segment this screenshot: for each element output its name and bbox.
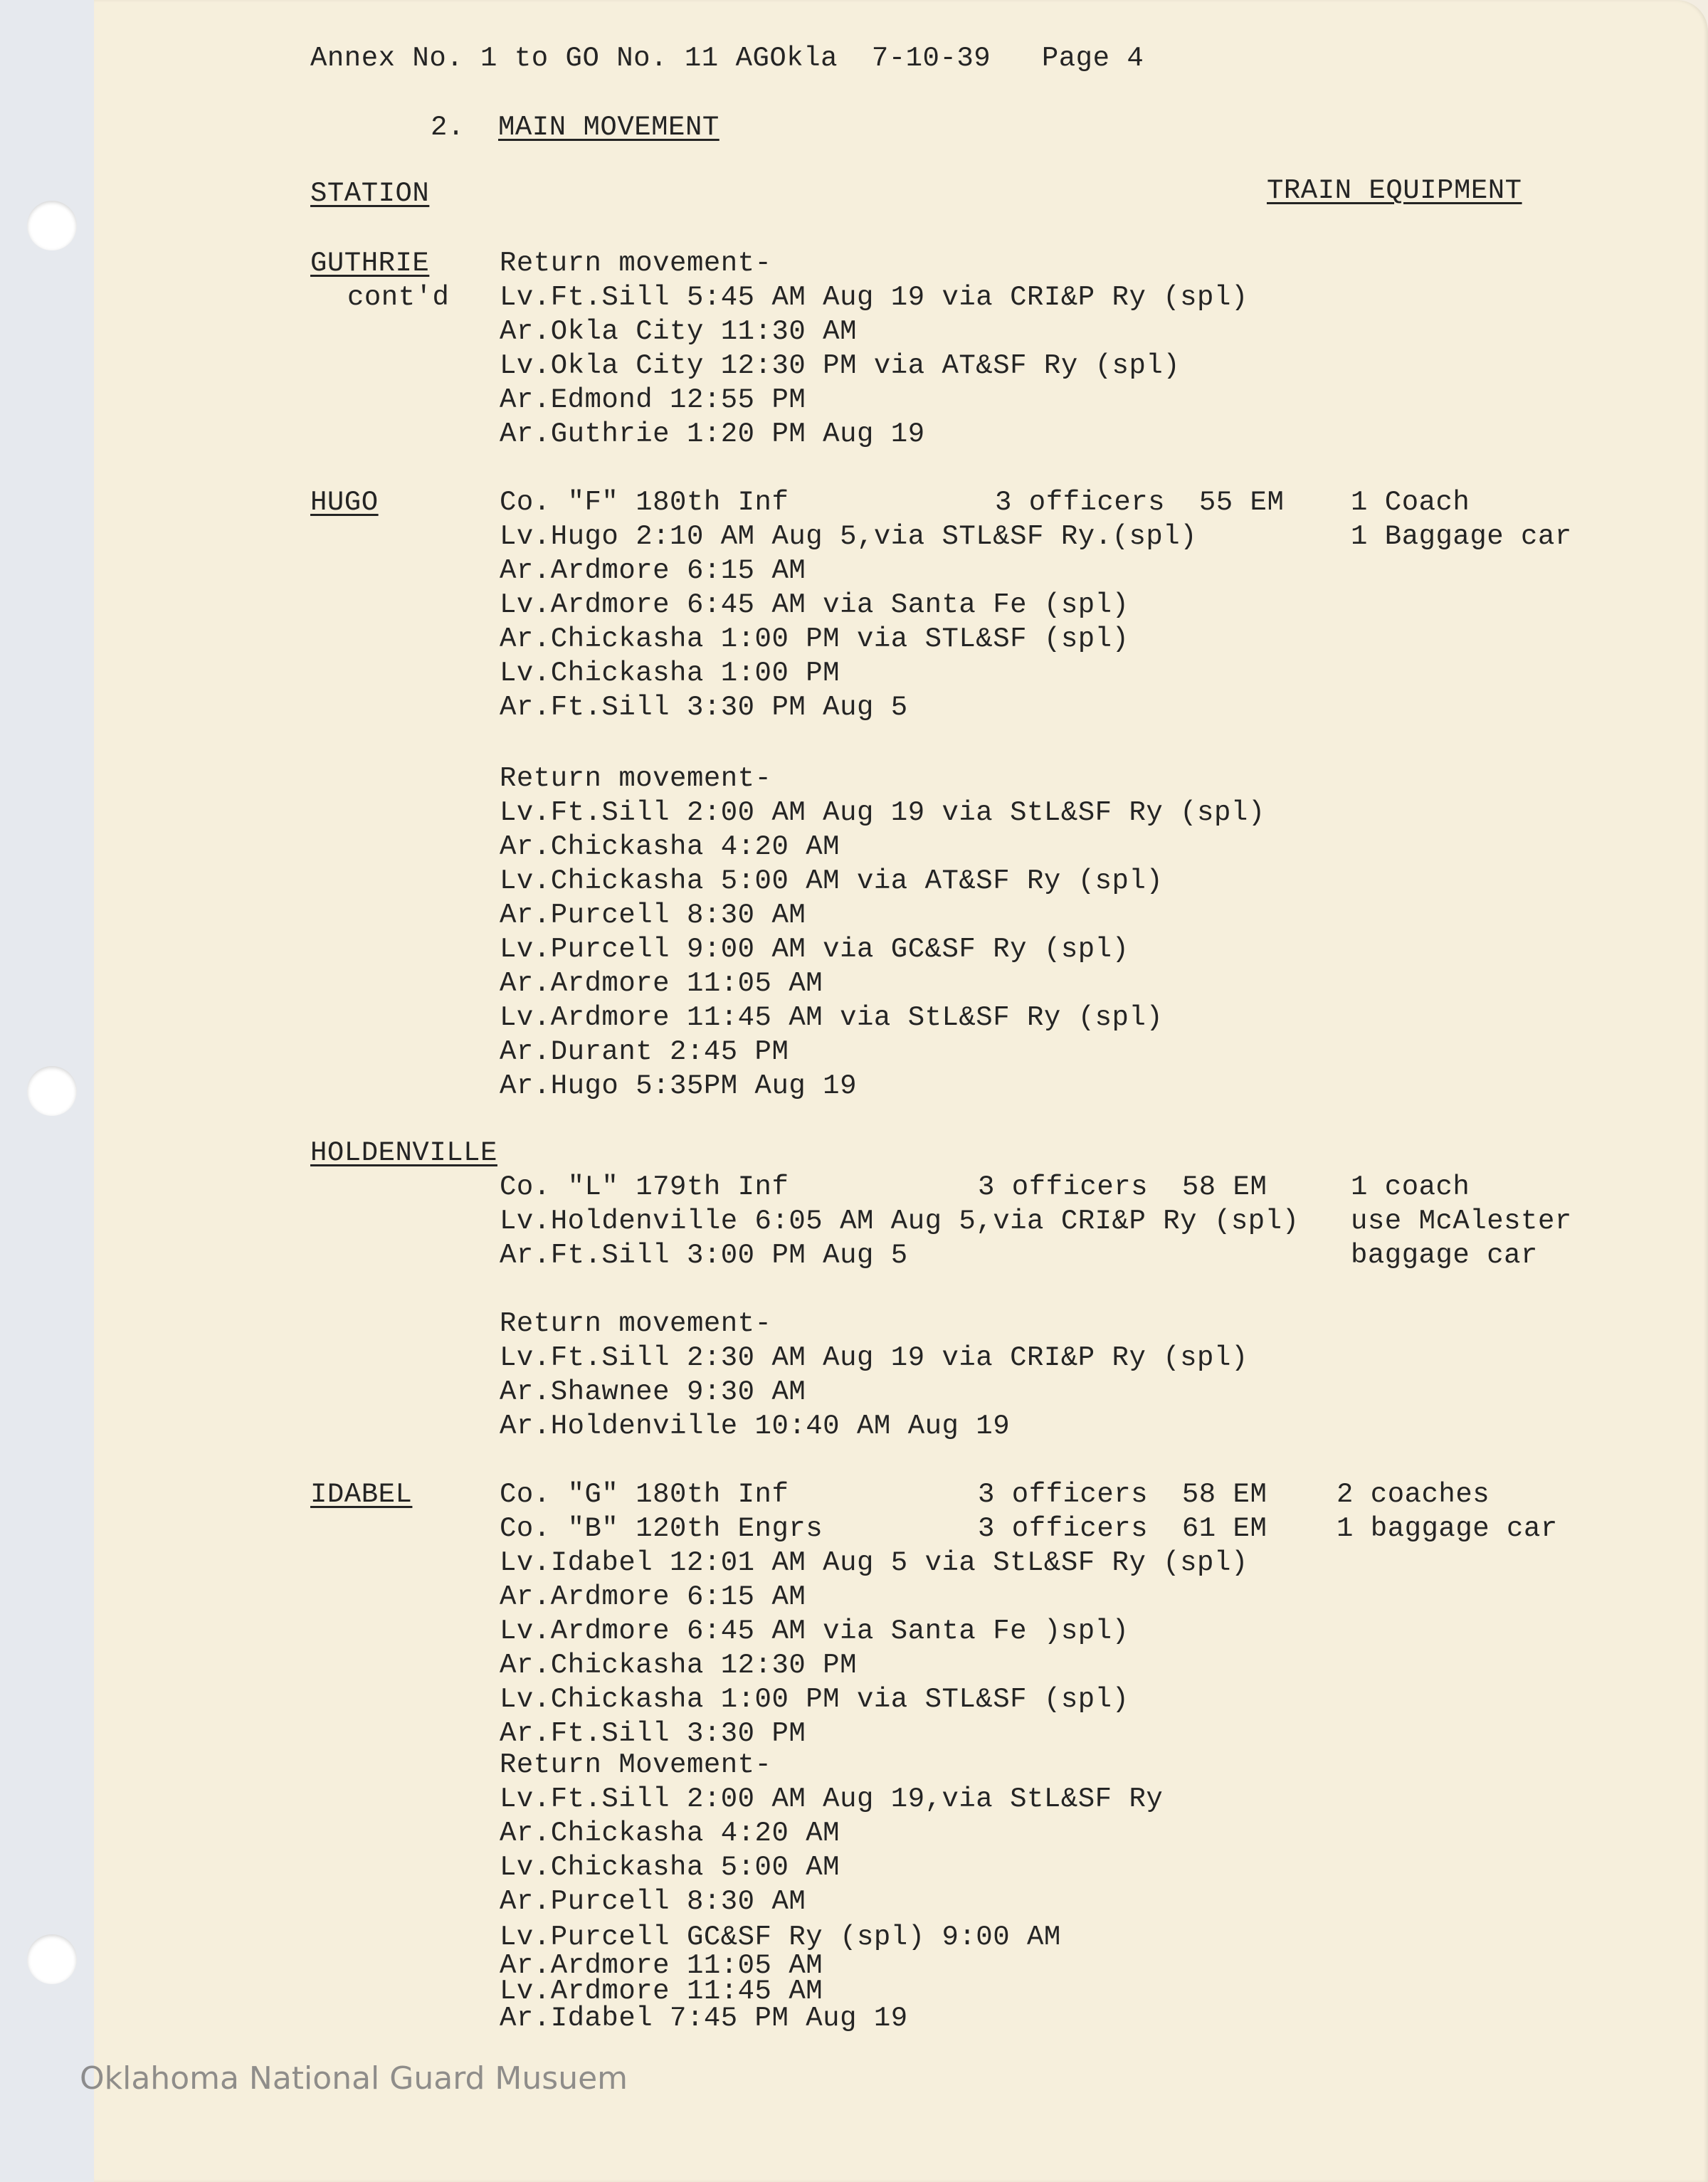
schedule-line: Ar.Chickasha 1:00 PM via STL&SF (spl) [500,623,1129,655]
schedule-line: Lv.Ardmore 6:45 AM via Santa Fe )spl) [500,1616,1129,1647]
unit-name: Co. "L" 179th Inf [500,1171,789,1203]
schedule-line: Ar.Durant 2:45 PM [500,1036,789,1068]
punch-hole [27,1934,77,1984]
schedule-line: Ar.Ardmore 6:15 AM [500,1581,806,1613]
schedule-line: Lv.Idabel 12:01 AM Aug 5 via StL&SF Ry (spl) [500,1547,1248,1578]
unit-strength: 3 officers 58 EM [978,1171,1267,1203]
schedule-line: Ar.Guthrie 1:20 PM Aug 19 [500,418,925,450]
schedule-line: Lv.Ardmore 6:45 AM via Santa Fe (spl) [500,589,1129,621]
schedule-line: Lv.Chickasha 1:00 PM [500,658,840,689]
return-movement-label: Return movement- [500,763,772,794]
schedule-line: Lv.Chickasha 5:00 AM via AT&SF Ry (spl) [500,865,1164,897]
schedule-line: Ar.Purcell 8:30 AM [500,1886,806,1917]
schedule-line: Ar.Ardmore 11:05 AM [500,968,823,999]
schedule-line: Ar.Holdenville 10:40 AM Aug 19 [500,1411,1011,1442]
return-movement-label: Return Movement- [500,1749,772,1781]
schedule-line: Lv.Ardmore 11:45 AM [500,1976,823,2007]
binder-strip [0,0,96,2182]
equipment-line: 1 Baggage car [1351,521,1572,552]
equipment-line: 1 Coach [1351,487,1470,518]
schedule-line: Ar.Okla City 11:30 AM [500,316,857,347]
schedule-line: Return movement- [500,248,772,279]
schedule-line: Lv.Purcell 9:00 AM via GC&SF Ry (spl) [500,934,1129,965]
station-idabel: IDABEL [310,1479,413,1510]
schedule-line: Ar.Idabel 7:45 PM Aug 19 [500,2003,908,2034]
schedule-line: Ar.Ft.Sill 3:30 PM Aug 5 [500,692,908,723]
return-movement-label: Return movement- [500,1308,772,1339]
schedule-line: Ar.Edmond 12:55 PM [500,384,806,416]
schedule-line: Lv.Hugo 2:10 AM Aug 5,via STL&SF Ry.(spl) [500,521,1198,552]
schedule-line: Lv.Ft.Sill 2:00 AM Aug 19 via StL&SF Ry (spl) [500,797,1265,828]
station-hugo: HUGO [310,487,379,518]
station-holdenville: HOLDENVILLE [310,1137,497,1169]
document-page [94,0,1708,2182]
unit-strength: 3 officers 61 EM [978,1513,1267,1544]
unit-name: Co. "F" 180th Inf [500,487,789,518]
schedule-line: Lv.Ft.Sill 5:45 AM Aug 19 via CRI&P Ry (spl) [500,282,1248,313]
schedule-line: Lv.Ft.Sill 2:30 AM Aug 19 via CRI&P Ry (spl) [500,1342,1248,1374]
schedule-line: Lv.Ft.Sill 2:00 AM Aug 19,via StL&SF Ry [500,1783,1164,1815]
schedule-line: Ar.Chickasha 4:20 AM [500,831,840,863]
station-guthrie: GUTHRIE [310,248,430,279]
unit-name: Co. "B" 120th Engrs [500,1513,823,1544]
equipment-line: use McAlester [1351,1206,1572,1237]
schedule-line: Lv.Ardmore 11:45 AM via StL&SF Ry (spl) [500,1002,1164,1033]
schedule-line: Lv.Purcell GC&SF Ry (spl) 9:00 AM [500,1922,1061,1953]
section-title: MAIN MOVEMENT [498,112,719,143]
section-number: 2. [431,112,465,143]
unit-name: Co. "G" 180th Inf [500,1479,789,1510]
unit-strength: 3 officers 55 EM [995,487,1285,518]
punch-hole [27,1066,77,1116]
schedule-line: Lv.Chickasha 1:00 PM via STL&SF (spl) [500,1684,1129,1715]
schedule-line: Ar.Chickasha 4:20 AM [500,1818,840,1849]
museum-watermark: Oklahoma National Guard Musuem [80,2060,628,2097]
document-header: Annex No. 1 to GO No. 11 AGOkla 7-10-39 Page 4 [310,43,1144,74]
equipment-line: baggage car [1351,1240,1538,1271]
punch-hole [27,201,77,251]
schedule-line: Ar.Ardmore 6:15 AM [500,555,806,586]
station-continued: cont'd [347,282,450,313]
schedule-line: Ar.Chickasha 12:30 PM [500,1650,857,1681]
equipment-line: 1 baggage car [1337,1513,1558,1544]
schedule-line: Ar.Ft.Sill 3:30 PM [500,1718,806,1749]
equipment-line: 1 coach [1351,1171,1470,1203]
schedule-line: Ar.Ardmore 11:05 AM [500,1950,823,1981]
schedule-line: Ar.Purcell 8:30 AM [500,900,806,931]
schedule-line: Lv.Okla City 12:30 PM via AT&SF Ry (spl) [500,350,1181,381]
schedule-line: Lv.Holdenville 6:05 AM Aug 5,via CRI&P Ry (spl) [500,1206,1300,1237]
unit-strength: 3 officers 58 EM [978,1479,1267,1510]
schedule-line: Ar.Ft.Sill 3:00 PM Aug 5 [500,1240,908,1271]
schedule-line: Ar.Shawnee 9:30 AM [500,1376,806,1408]
column-header-equipment: TRAIN EQUIPMENT [1267,175,1522,206]
column-header-station: STATION [310,178,430,209]
schedule-line: Lv.Chickasha 5:00 AM [500,1852,840,1883]
schedule-line: Ar.Hugo 5:35PM Aug 19 [500,1070,857,1102]
equipment-line: 2 coaches [1337,1479,1490,1510]
